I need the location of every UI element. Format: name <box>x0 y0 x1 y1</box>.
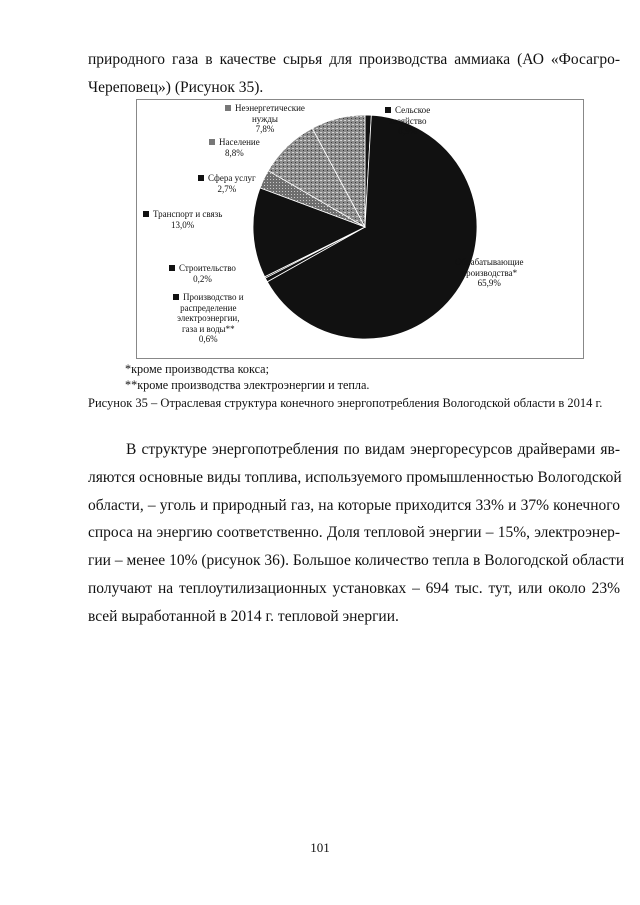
text-line: Череповец») (Рисунок 35). <box>88 78 264 96</box>
label-text: электроэнергии, <box>177 313 240 323</box>
label-value: 8,8% <box>224 147 244 158</box>
label-value: 7,8% <box>255 124 275 134</box>
legend-swatch <box>225 105 231 111</box>
body-paragraph <box>88 436 625 631</box>
label-value: 65,9% <box>477 278 501 288</box>
label-manufacturing <box>455 257 523 289</box>
label-text: Сфера услуг <box>208 173 256 183</box>
label-text: нужды <box>251 113 278 124</box>
label-construction <box>169 263 236 284</box>
label-value: 0,9% <box>398 126 417 136</box>
label-text: хозяйство <box>388 115 427 126</box>
legend-swatch <box>209 139 215 145</box>
label-agriculture <box>385 105 430 137</box>
figure-caption: Рисунок 35 – Отраслевая структура конечного энергопотребления Вологодской области в 2014 г. <box>88 396 603 410</box>
label-population <box>209 137 260 158</box>
page-number: 101 <box>310 840 330 855</box>
legend-swatch <box>143 211 149 217</box>
label-nonenergy <box>225 103 305 135</box>
label-text: Производство и <box>183 292 244 302</box>
label-text: Обрабатывающие <box>455 257 524 267</box>
label-text: распределение <box>180 302 237 313</box>
text-line: спроса на энергию соответственно. Доля тепловой энергии – 15%, электроэнер- <box>88 524 620 542</box>
label-text: Население <box>219 137 260 147</box>
label-text: Сельское <box>395 105 431 115</box>
text-line: В структуре энергопотребления по видам энергоресурсов драйверами яв- <box>126 441 620 458</box>
text-line: области, – уголь и природный газ, на которые приходится 33% и 37% конечного <box>88 496 620 514</box>
label-transport <box>143 209 222 230</box>
label-text: Неэнергетические <box>235 103 305 113</box>
footnote: **кроме производства электроэнергии и тепла. <box>125 378 370 392</box>
text-line: всей выработанной в 2014 г. тепловой энергии. <box>88 607 399 625</box>
label-text: газа и воды** <box>181 323 235 334</box>
label-value: 0,6% <box>198 334 218 344</box>
label-text: производства* <box>461 267 518 278</box>
text-line: природного газа в качестве сырья для производства аммиака (АО «Фосагро- <box>88 51 620 68</box>
text-line: гии – менее 10% (рисунок 36). Большое количество тепла в Вологодской области <box>88 552 625 570</box>
legend-swatch <box>173 294 179 300</box>
label-value: 2,7% <box>217 183 237 194</box>
label-text: Строительство <box>179 263 236 273</box>
intro-paragraph <box>88 46 620 102</box>
footnote: *кроме производства кокса; <box>125 362 269 376</box>
text-line: получают на теплоутилизационных установках – 694 тыс. тут, или около 23% <box>88 579 620 597</box>
legend-swatch <box>385 107 391 113</box>
label-value: 0,2% <box>193 273 212 284</box>
legend-swatch <box>169 265 175 271</box>
label-utilities <box>173 292 244 345</box>
label-text: Транспорт и связь <box>153 209 223 219</box>
label-services <box>198 173 256 194</box>
text-line: ляются основные виды топлива, используемого промышленностью Вологодской <box>88 468 622 486</box>
legend-swatch <box>198 175 204 181</box>
label-value: 13,0% <box>171 219 195 230</box>
figure-frame <box>136 99 584 359</box>
